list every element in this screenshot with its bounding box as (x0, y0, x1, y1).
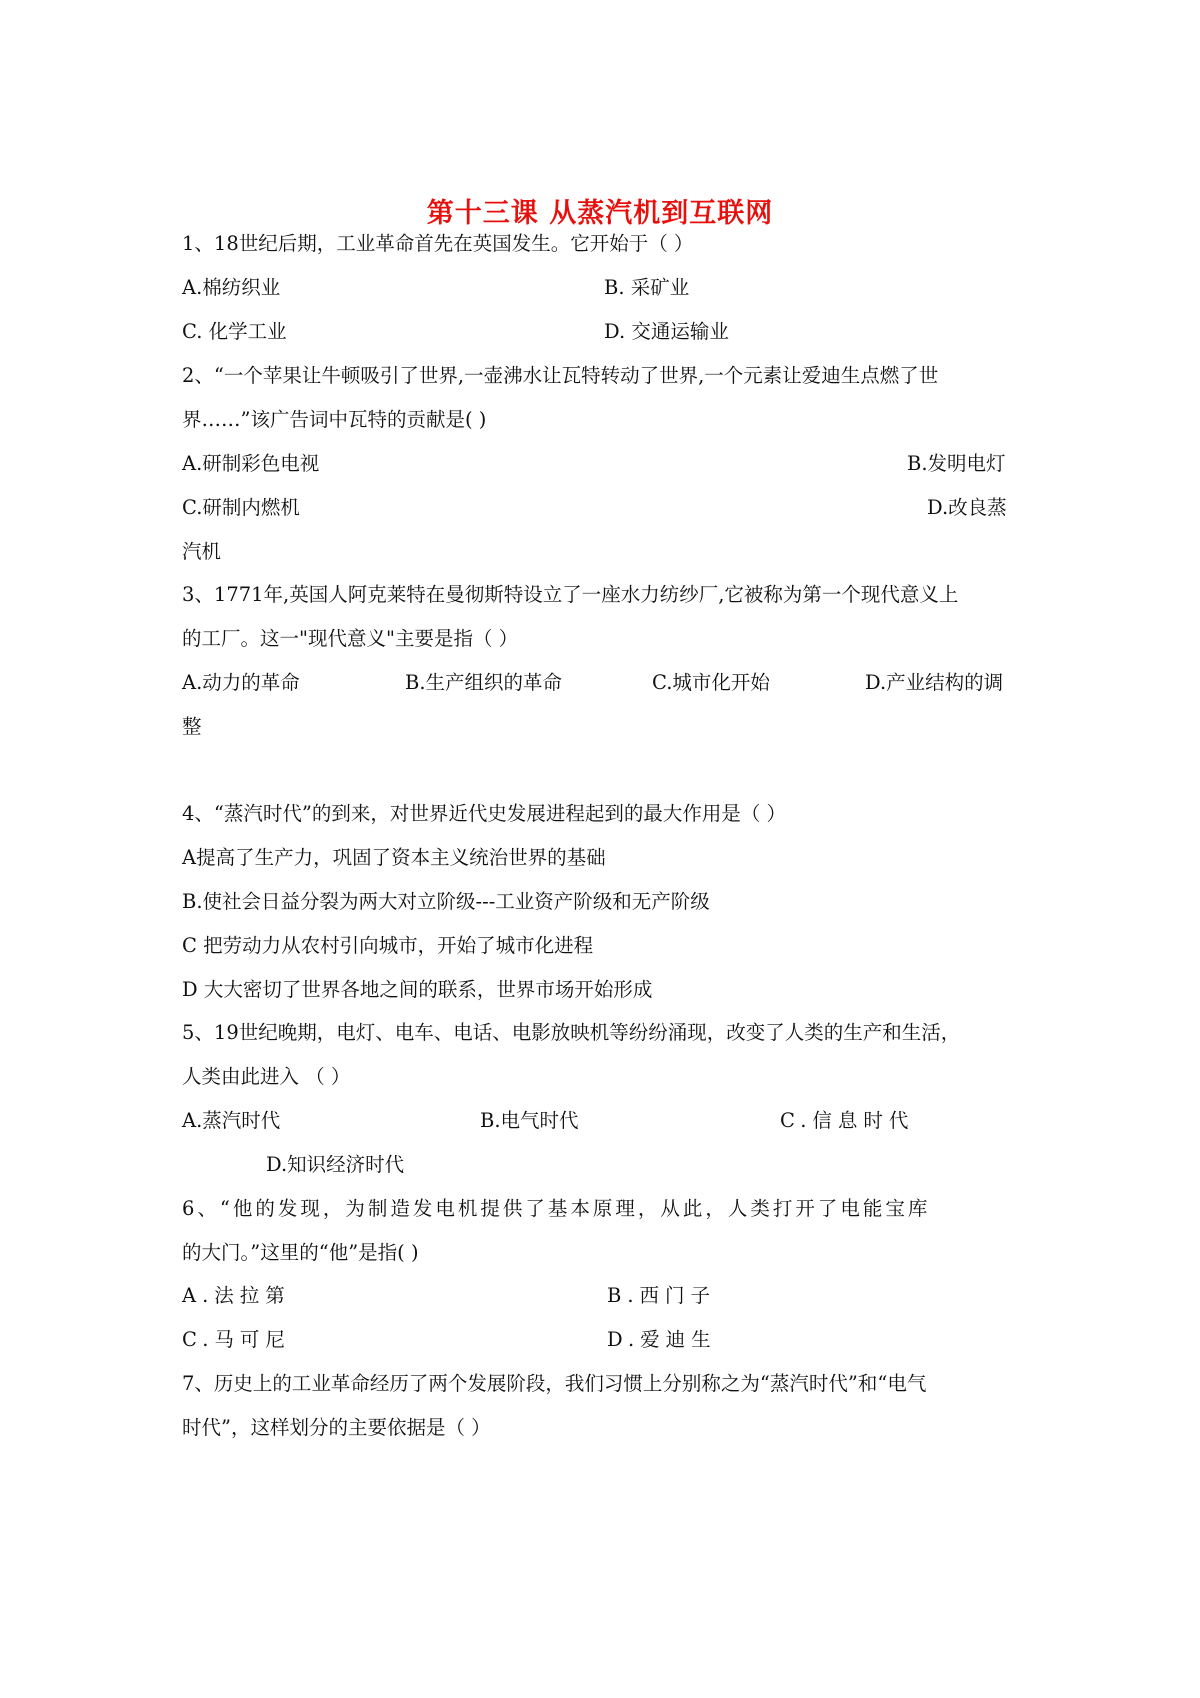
question-6-option-a: A.法拉第 (182, 1284, 291, 1307)
question-5-option-d: D.知识经济时代 (266, 1153, 405, 1176)
question-6-stem-line1: 6、“他的发现，为制造发电机提供了基本原理，从此，人类打开了电能宝库 (182, 1197, 931, 1220)
question-1-option-b: B. 采矿业 (604, 276, 690, 299)
question-6-stem-line2: 的大门。”这里的“他”是指( ) (182, 1241, 419, 1264)
question-2-stem-line2: 界……”该广告词中瓦特的贡献是( ) (182, 408, 487, 431)
question-5-stem-line1: 5、19世纪晚期，电灯、电车、电话、电影放映机等纷纷涌现，改变了人类的生产和生活， (182, 1021, 961, 1044)
question-2-option-d: D.改良蒸 (927, 496, 1007, 519)
question-1-stem: 1、18世纪后期，工业革命首先在英国发生。它开始于（ ） (182, 232, 694, 255)
question-3-option-d: D.产业结构的调 (865, 671, 1004, 694)
question-4-option-b: B.使社会日益分裂为两大对立阶级---工业资产阶级和无产阶级 (182, 890, 710, 913)
question-6-option-b: B.西门子 (607, 1284, 717, 1307)
question-2-option-c: C.研制内燃机 (182, 496, 300, 519)
question-3-option-d-wrap: 整 (182, 715, 202, 738)
question-1-option-a: A.棉纺织业 (182, 276, 281, 299)
question-2-option-d-wrap: 汽机 (182, 540, 222, 563)
question-4-stem: 4、“蒸汽时代”的到来，对世界近代史发展进程起到的最大作用是（ ） (182, 802, 787, 825)
question-6-option-c: C.马可尼 (182, 1328, 291, 1351)
question-2-stem-line1: 2、“一个苹果让牛顿吸引了世界,一壶沸水让瓦特转动了世界,一个元素让爱迪生点燃了世 (182, 364, 939, 387)
question-3-option-b: B.生产组织的革命 (405, 671, 563, 694)
question-7-stem-line2: 时代”，这样划分的主要依据是（ ） (182, 1416, 491, 1439)
question-7-stem-line1: 7、历史上的工业革命经历了两个发展阶段，我们习惯上分别称之为“蒸汽时代”和“电气 (182, 1372, 927, 1395)
question-5-option-c: C.信息时代 (780, 1109, 915, 1132)
question-3-stem-line2: 的工厂。这一"现代意义"主要是指（ ） (182, 627, 519, 650)
lesson-title: 第十三课 从蒸汽机到互联网 (426, 198, 774, 229)
question-1-option-c: C. 化学工业 (182, 320, 287, 343)
question-3-option-a: A.动力的革命 (182, 671, 300, 694)
question-5-stem-line2: 人类由此进入 （ ） (182, 1065, 351, 1088)
question-3-option-c: C.城市化开始 (652, 671, 770, 694)
question-6-option-d: D.爱迪生 (607, 1328, 717, 1351)
question-4-option-c: C 把劳动力从农村引向城市，开始了城市化进程 (182, 934, 594, 957)
question-1-option-d: D. 交通运输业 (604, 320, 729, 343)
question-4-option-d: D 大大密切了世界各地之间的联系，世界市场开始形成 (182, 978, 653, 1001)
question-4-option-a: A提高了生产力，巩固了资本主义统治世界的基础 (182, 846, 606, 869)
question-3-stem-line1: 3、1771年,英国人阿克莱特在曼彻斯特设立了一座水力纺纱厂,它被称为第一个现代意义上 (182, 583, 959, 606)
question-5-option-b: B.电气时代 (480, 1109, 579, 1132)
question-2-option-a: A.研制彩色电视 (182, 452, 320, 475)
question-5-option-a: A.蒸汽时代 (182, 1109, 281, 1132)
question-2-option-b: B.发明电灯 (907, 452, 1006, 475)
